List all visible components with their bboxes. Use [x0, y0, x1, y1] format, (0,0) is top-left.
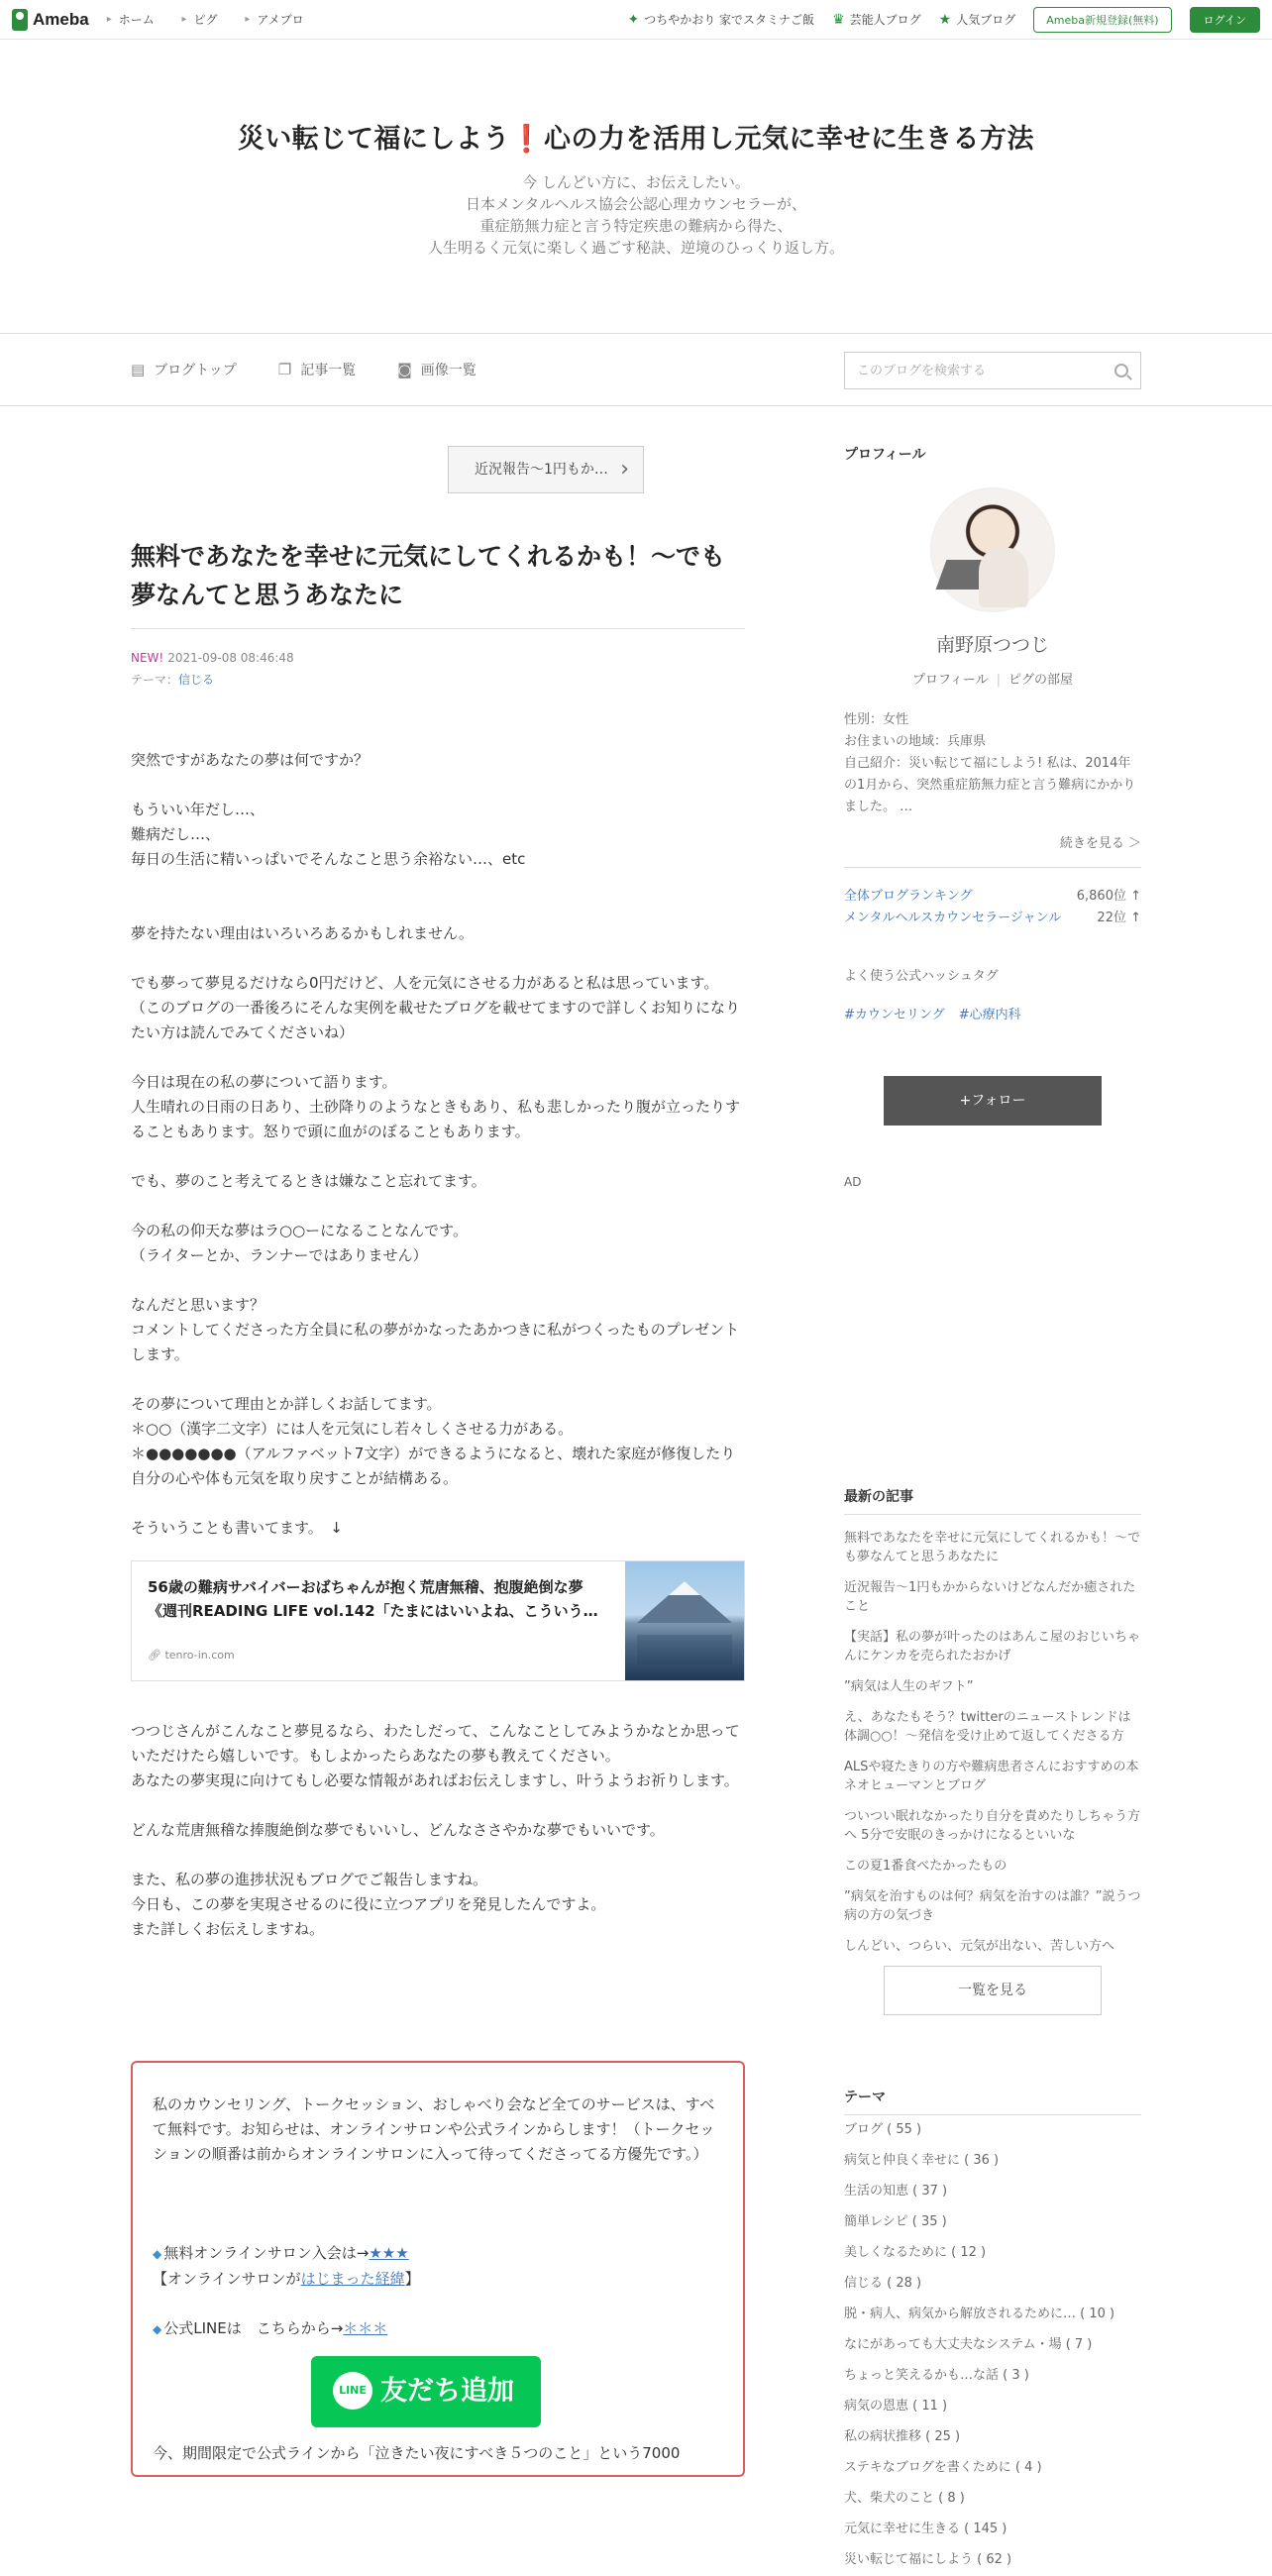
theme-item[interactable]: ステキなブログを書くために ( 4 ): [844, 2460, 1042, 2475]
search-input[interactable]: [857, 364, 1114, 378]
register-button[interactable]: Ameba新規登録(無料): [1033, 7, 1171, 33]
ranking: 全体ブログランキング 6,860位 ↑ メンタルヘルスカウンセラージャンル 22位 ↑: [844, 886, 1141, 929]
ameba-logo-icon: [12, 9, 28, 31]
theme-item[interactable]: 犬、柴犬のこと ( 8 ): [844, 2491, 965, 2506]
featured-blog-link[interactable]: ✦ つちやかおり 家でスタミナご飯: [627, 11, 815, 28]
notice-box: 私のカウンセリング、トークセッション、おしゃべり会など全てのサービスは、すべて無料です。お知らせは、オンラインサロンや公式ラインからします！（トークセッションの順番は前からオンラインサロンに入って待ってくださってる方優先です。） ◆ 無料オンラインサロン入会は→★★★ 【オンラインサロンがはじまった経緯】 ◆ 公式LINEは こちらから→＊＊＊ LINE 友だち追加 今、期間限定で公式ラインから「泣きたい夜にすべき５つのこと」という7000: [131, 2061, 745, 2477]
sidebar: プロフィール 南野原つつじ プロフィール | ピグの部屋 性別：女性 お住まいの地域：兵庫県 自己紹介：災い転じて福にしよう! 私は、2014年の1月から、突然重症筋無力症と言う難病にかかりました。 … 続きを見る ＞ 全体ブログランキング 6,860位 ↑ メンタルヘルスカウンセラージャンル 22位 ↑ よく使う公式ハッシュタグ #カウンセリング #心療内科 +フォロー AD 最新の記事 無料であなたを幸せに元気にしてくれるかも！～でも夢なんてと思うあなたに 近況報告〜1円もかからないけどなんだか癒されたこと 【実話】私の夢が叶ったのはあんこ屋のおじいちゃんにケンカを売られたおかげ ”病気は人生のギフト” え、あなたもそう？twitterのニューストレンドは体調○○！～発信を受け止めて返してくださる方 ALSや寝たきりの方や難病患者さんにおすすめの本ネオヒューマンとブログ ついつい眠れなかったり自分を責めたりしちゃう方へ 5分で安眠のきっかけになるといいな この夏1番食べたかったもの ”病気を治すものは何？病気を治すのは誰？”説うつ病の方の気づき しんどい、つらい、元気が出ない、苦しい方へ 一覧を見る テーマ ブログ ( 55 ) 病気と仲良く幸せに ( 36 ) 生活の知恵 ( 37 ) 簡単レシピ ( 35 ) 美しくなるために ( 12 ) 信じる ( 28 ) 脱・病人、病気から解放されるために… ( 10 ) なにがあっても大丈夫なシステム・場 ( 7 ) ちょっと笑えるかも…な話 ( 3 ) 病気の恩恵 ( 11 ) 私の病状推移 ( 25 ) ステキなブログを書くために ( 4 ) 犬、柴犬のこと ( 8 ) 元気に幸せに生きる ( 145 ) 災い転じて福にしよう ( 62 ): [844, 406, 1141, 2576]
link-card[interactable]: [131, 1560, 745, 1681]
star-icon: ★: [938, 11, 952, 28]
salon-join-link[interactable]: ★★★: [369, 2244, 409, 2262]
link-card-title: 56歳の難病サバイバーおばちゃんが抱く荒唐無稽、抱腹絶倒な夢《週刊READING LIFE vol.142「たまにはいいよね、こういう…: [148, 1578, 598, 1620]
global-header: [0, 0, 1272, 40]
entry-body: 突然ですがあなたの夢は何ですか？ もういい年だし…、 難病だし…、 毎日の生活に精いっぱいでそんなこと思う余裕ない…、etc 夢を持たない理由はいろいろあるかもしれません。 でも夢って夢見るだけなら0円だけど、人を元気にさせる力があると私は思っています。 （このブログの一番後ろにそんな実例を載せたブログを載せてますので詳しくお知りになりたい方は読んでみてくださいね） 今日は現在の私の夢について語ります。 人生晴れの日雨の日あり、土砂降りのようなときもあり、私も悲しかったり腹が立ったりすることもあります。怒りで頭に血がのぼることもあります。 でも、夢のこと考えてるときは嫌なこと忘れてます。 今の私の仰天な夢はラ○○ーになることなんです。 （ライターとか、ランナーではありません） なんだと思います？ コメントしてくださった方全員に私の夢がかなったあかつきに私がつくったものプレゼントします。 その夢について理由とか詳しくお話してます。 ＊○○（漢字二文字）には人を元気にし若々しくさせる力がある。 ＊●●●●●●●（アルファベット7文字）ができるようになると、壊れた家庭が修復したり自分の心や体も元気を取り戻すことが結構ある。 そういうことも書いてます。 ↓ 56歳の難病サバイバーおばちゃんが抱く荒唐無稽、抱腹絶倒な夢《週刊READING LIFE vol.142「たまにはいいよね、こういう… 🔗︎ tenro-in.com つつじさんがこんなこと夢見るなら、わたしだって、こんなことしてみようかなとか思っていただけたら嬉しいです。もしよかったらあなたの夢も教えてください。 あなたの夢実現に向けてもし必要な情報があればお伝えしますし、叶うようお祈りします。 どんな荒唐無稽な捧腹絶倒な夢でもいいし、どんなささやかな夢でもいいです。 また、私の夢の進捗状況もブログでご報告しますね。 今日も、この夢を実現させるのに役に立つアプリを発見したんですよ。 また詳しくお伝えしますね。: [131, 748, 745, 1942]
themes-heading: テーマ: [844, 2087, 1141, 2115]
theme-item[interactable]: 生活の知恵 ( 37 ): [844, 2184, 948, 2199]
genre-ranking-link[interactable]: メンタルヘルスカウンセラージャンル: [844, 911, 1062, 925]
theme-item[interactable]: 病気と仲良く幸せに ( 36 ): [844, 2153, 1000, 2168]
latest-list: [844, 1523, 1141, 1962]
copy-icon: ❐: [277, 361, 292, 378]
diamond-icon: ◆: [153, 2247, 162, 2261]
hashtag-link[interactable]: #心療内科: [958, 1008, 1021, 1022]
profile-info: 性別：女性 お住まいの地域：兵庫県 自己紹介：災い転じて福にしよう! 私は、2014年の1月から、突然重症筋無力症と言う難病にかかりました。 …: [844, 712, 1136, 814]
salon-story-link[interactable]: はじまった経緯: [300, 2270, 405, 2288]
pigg-room-link[interactable]: ピグの部屋: [1008, 673, 1074, 688]
entry-list-link[interactable]: ❐ 記事一覧: [277, 361, 357, 378]
line-add-friend-button[interactable]: LINE 友だち追加: [311, 2356, 541, 2427]
theme-item[interactable]: 信じる ( 28 ): [844, 2276, 922, 2291]
popular-blog-link[interactable]: ★ 人気ブログ: [938, 11, 1016, 28]
crown-icon: ♛: [832, 11, 845, 28]
hashtag-link[interactable]: #カウンセリング: [844, 1008, 945, 1022]
notice-tail: 今、期間限定で公式ラインから「泣きたい夜にすべき５つのこと」という7000: [153, 2444, 681, 2462]
latest-item[interactable]: ALSや寝たきりの方や難病患者さんにおすすめの本ネオヒューマンとブログ: [844, 1760, 1139, 1793]
document-icon: ▤: [131, 361, 146, 378]
nav-ameblo[interactable]: ▸ アメブロ: [245, 13, 303, 27]
latest-item[interactable]: ”病気は人生のギフト”: [844, 1679, 974, 1694]
theme-item[interactable]: 災い転じて福にしよう ( 62 ): [844, 2552, 1012, 2567]
themes-list: [844, 2115, 1141, 2576]
blog-description: 今 しんどい方に、お伝えしたい。 日本メンタルヘルス協会公認心理カウンセラーが、 重症筋無力症と言う特定疾患の難病から得た、 人生明るく元気に楽しく過ごす秘訣、逆境のひっくり返し方。: [427, 173, 844, 257]
latest-item[interactable]: この夏1番食べたかったもの: [844, 1859, 1007, 1874]
previous-entry-button[interactable]: 近況報告〜1円もか… ›: [448, 446, 644, 493]
theme-item[interactable]: なにがあっても大丈夫なシステム・場 ( 7 ): [844, 2337, 1093, 2352]
follow-button[interactable]: +フォロー: [884, 1076, 1102, 1126]
ameba-logo[interactable]: Ameba: [12, 9, 89, 31]
notice-intro: 私のカウンセリング、トークセッション、おしゃべり会など全てのサービスは、すべて無料です。お知らせは、オンラインサロンや公式ラインからします！（トークセッションの順番は前からオンラインサロンに入って待ってくださってる方優先です。）: [153, 2095, 715, 2163]
theme-item[interactable]: 私の病状推移 ( 25 ): [844, 2429, 961, 2444]
global-nav: [107, 11, 328, 28]
latest-heading: 最新の記事: [844, 1486, 1141, 1515]
latest-item[interactable]: ついつい眠れなかったり自分を責めたりしちゃう方へ 5分で安眠のきっかけになるといいな: [844, 1809, 1141, 1843]
sparkle-icon: ✦: [627, 11, 640, 28]
blog-search: [844, 352, 1141, 389]
new-badge: NEW!: [131, 651, 164, 665]
nav-pigg[interactable]: ▸ ピグ: [182, 13, 218, 27]
latest-item[interactable]: ”病気を治すものは何？病気を治すのは誰？”説うつ病の方の気づき: [844, 1889, 1141, 1923]
theme-item[interactable]: ブログ ( 55 ): [844, 2122, 922, 2137]
login-button[interactable]: ログイン: [1190, 7, 1260, 33]
line-official-link[interactable]: ＊＊＊: [343, 2319, 388, 2337]
overall-ranking-link[interactable]: 全体ブログランキング: [844, 889, 973, 904]
link-card-thumbnail: [625, 1561, 744, 1680]
nav-home[interactable]: ▸ ホーム: [107, 13, 155, 27]
hashtag-list: [844, 1004, 1141, 1022]
latest-item[interactable]: え、あなたもそう？twitterのニューストレンドは体調○○！～発信を受け止めて返してくださる方: [844, 1710, 1131, 1744]
latest-item[interactable]: 【実話】私の夢が叶ったのはあんこ屋のおじいちゃんにケンカを売られたおかげ: [844, 1630, 1141, 1664]
search-icon[interactable]: [1114, 364, 1128, 377]
blog-top-link[interactable]: ▤ ブログトップ: [131, 361, 237, 378]
latest-item[interactable]: しんどい、つらい、元気が出ない、苦しい方へ: [844, 1939, 1115, 1954]
blog-title[interactable]: 災い転じて福にしよう❗心の力を活用し元気に幸せに生きる方法: [237, 124, 1035, 155]
profile-heading: プロフィール: [844, 447, 926, 463]
latest-item[interactable]: 近況報告〜1円もかからないけどなんだか癒されたこと: [844, 1580, 1136, 1614]
entry-theme-link[interactable]: 信じる: [178, 673, 215, 687]
link-icon: 🔗︎: [148, 1649, 165, 1662]
article-column: [131, 406, 745, 2477]
entry-meta: NEW! 2021-09-08 08:46:48 テーマ：信じる: [131, 651, 294, 687]
profile-link[interactable]: プロフィール: [911, 673, 989, 688]
ad-label: AD: [844, 1175, 862, 1189]
profile-name[interactable]: 南野原つつじ: [935, 634, 1049, 656]
entry-date: 2021-09-08 08:46:48: [167, 651, 294, 665]
view-list-button[interactable]: 一覧を見る: [884, 1966, 1102, 2015]
latest-item[interactable]: 無料であなたを幸せに元気にしてくれるかも！～でも夢なんてと思うあなたに: [844, 1531, 1141, 1564]
hashtag-heading: よく使う公式ハッシュタグ: [844, 969, 999, 984]
profile-more-link[interactable]: 続きを見る ＞: [1059, 836, 1141, 851]
theme-item[interactable]: 簡単レシピ ( 35 ): [844, 2214, 947, 2229]
avatar[interactable]: [930, 487, 1055, 612]
theme-item[interactable]: 病気の恩恵 ( 11 ): [844, 2399, 948, 2414]
camera-icon: ◙: [397, 361, 412, 378]
theme-item[interactable]: ちょっと笑えるかも…な話 ( 3 ): [844, 2368, 1029, 2383]
blog-nav: [0, 333, 1272, 406]
entry-title[interactable]: 無料であなたを幸せに元気にしてくれるかも！～でも夢なんてと思うあなたに: [131, 537, 745, 629]
theme-item[interactable]: 元気に幸せに生きる ( 145 ): [844, 2522, 1007, 2536]
theme-item[interactable]: 美しくなるために ( 12 ): [844, 2245, 987, 2260]
line-logo-icon: LINE: [333, 2372, 372, 2410]
link-card-source: tenro-in.com: [164, 1649, 235, 1662]
celebrity-blog-link[interactable]: ♛ 芸能人ブログ: [832, 11, 921, 28]
diamond-icon: ◆: [153, 2322, 162, 2336]
image-list-link[interactable]: ◙ 画像一覧: [397, 361, 477, 378]
blog-header: [0, 40, 1272, 333]
theme-item[interactable]: 脱・病人、病気から解放されるために… ( 10 ): [844, 2307, 1115, 2321]
